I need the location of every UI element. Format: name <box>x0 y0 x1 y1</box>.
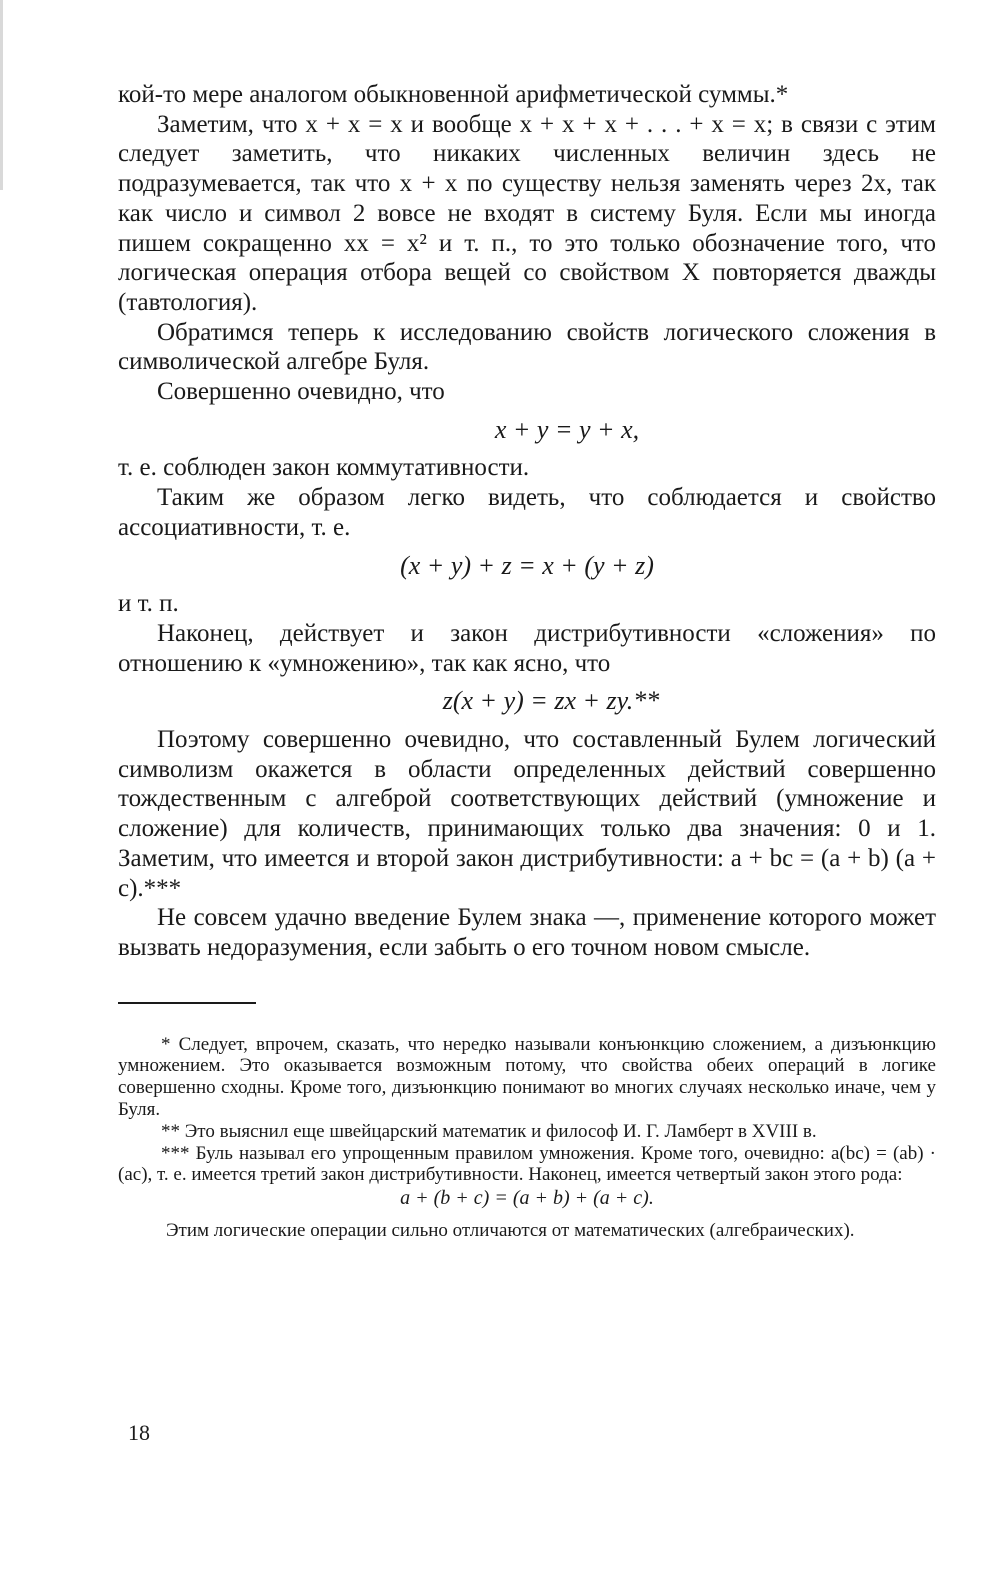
paragraph-3: Обратимся теперь к исследованию свойств логического сложения в символической алгебре Буля. <box>118 318 936 376</box>
paragraph-8: Наконец, действует и закон дистрибутивности «сложения» по отношению к «умножению», так как ясно, что <box>118 619 936 677</box>
paragraph-6: Таким же образом легко видеть, что соблюдается и свойство ассоциативности, т. е. <box>118 484 936 541</box>
paragraph-9: Поэтому совершенно очевидно, что составленный Булем логический символизм окажется в области определенных действий совершенно тождественным с алгеброй соответствующих действий (умножение и сложение) для количеств, принимающих только два значения: 0 и 1. Заметим, что имеется и второй закон дистрибутивности: a + bc = (a + b) (a + c).*** <box>118 726 936 902</box>
page-body <box>118 80 936 1242</box>
footnote-3: *** Буль называл его упрощенным правилом умножения. Кроме того, очевидно: a(bc) = (ab) · (ac), т. е. имеется третий закон дистрибутивности. Наконец, имеется четвертый закон этого рода: <box>118 1142 936 1186</box>
formula-commutativity: x + y = y + x, <box>494 414 640 444</box>
formula-distributivity: z(x + y) = zx + zy.** <box>442 686 660 716</box>
paragraph-10: Не совсем удачно введение Булем знака —, применение которого может вызвать недоразумения, если забыть о его точном новом смысле. <box>118 904 936 961</box>
page-number: 18 <box>128 1420 150 1445</box>
paragraph-5: т. е. соблюден закон коммутативности. <box>118 454 530 482</box>
paragraph-7: и т. п. <box>118 590 179 618</box>
paragraph-4: Совершенно очевидно, что <box>157 378 445 406</box>
paragraph-2: Заметим, что x + x = x и вообще x + x + x + . . . + x = x; в связи с этим следует заметить, что никаких численных величин здесь не подразумевается, так что x + x по существу нельзя заменять через 2x, так как число и символ 2 вовсе не входят в систему Буля. Если мы иногда пишем сокращенно xx = x² и т. п., то это только обозначение того, что логическая операция отбора вещей со свойством X повторяется дважды (тавтология). <box>118 110 936 316</box>
footnote-separator <box>118 1002 256 1004</box>
footnote-1: * Следует, впрочем, сказать, что нередко называли конъюнкцию сложением, а дизъюнкцию умножением. Это оказывается возможным потому, что свойства обеих операций в логике совершенно сходны. Кроме того, дизъюнкцию понимают во многих случаях несколько иначе, чем у Буля. <box>118 1033 936 1121</box>
footnote-3-formula: a + (b + c) = (a + b) + (a + c). <box>400 1187 654 1210</box>
scan-edge <box>0 0 3 190</box>
footnote-3-closing: Этим логические операции сильно отличаются от математических (алгебраических). <box>166 1220 855 1242</box>
footnote-2: ** Это выяснил еще швейцарский математик и философ И. Г. Ламберт в XVIII в. <box>161 1120 817 1142</box>
paragraph-1: кой-то мере аналогом обыкновенной арифметической суммы.* <box>118 81 789 108</box>
formula-associativity: (x + y) + z = x + (y + z) <box>400 550 654 580</box>
